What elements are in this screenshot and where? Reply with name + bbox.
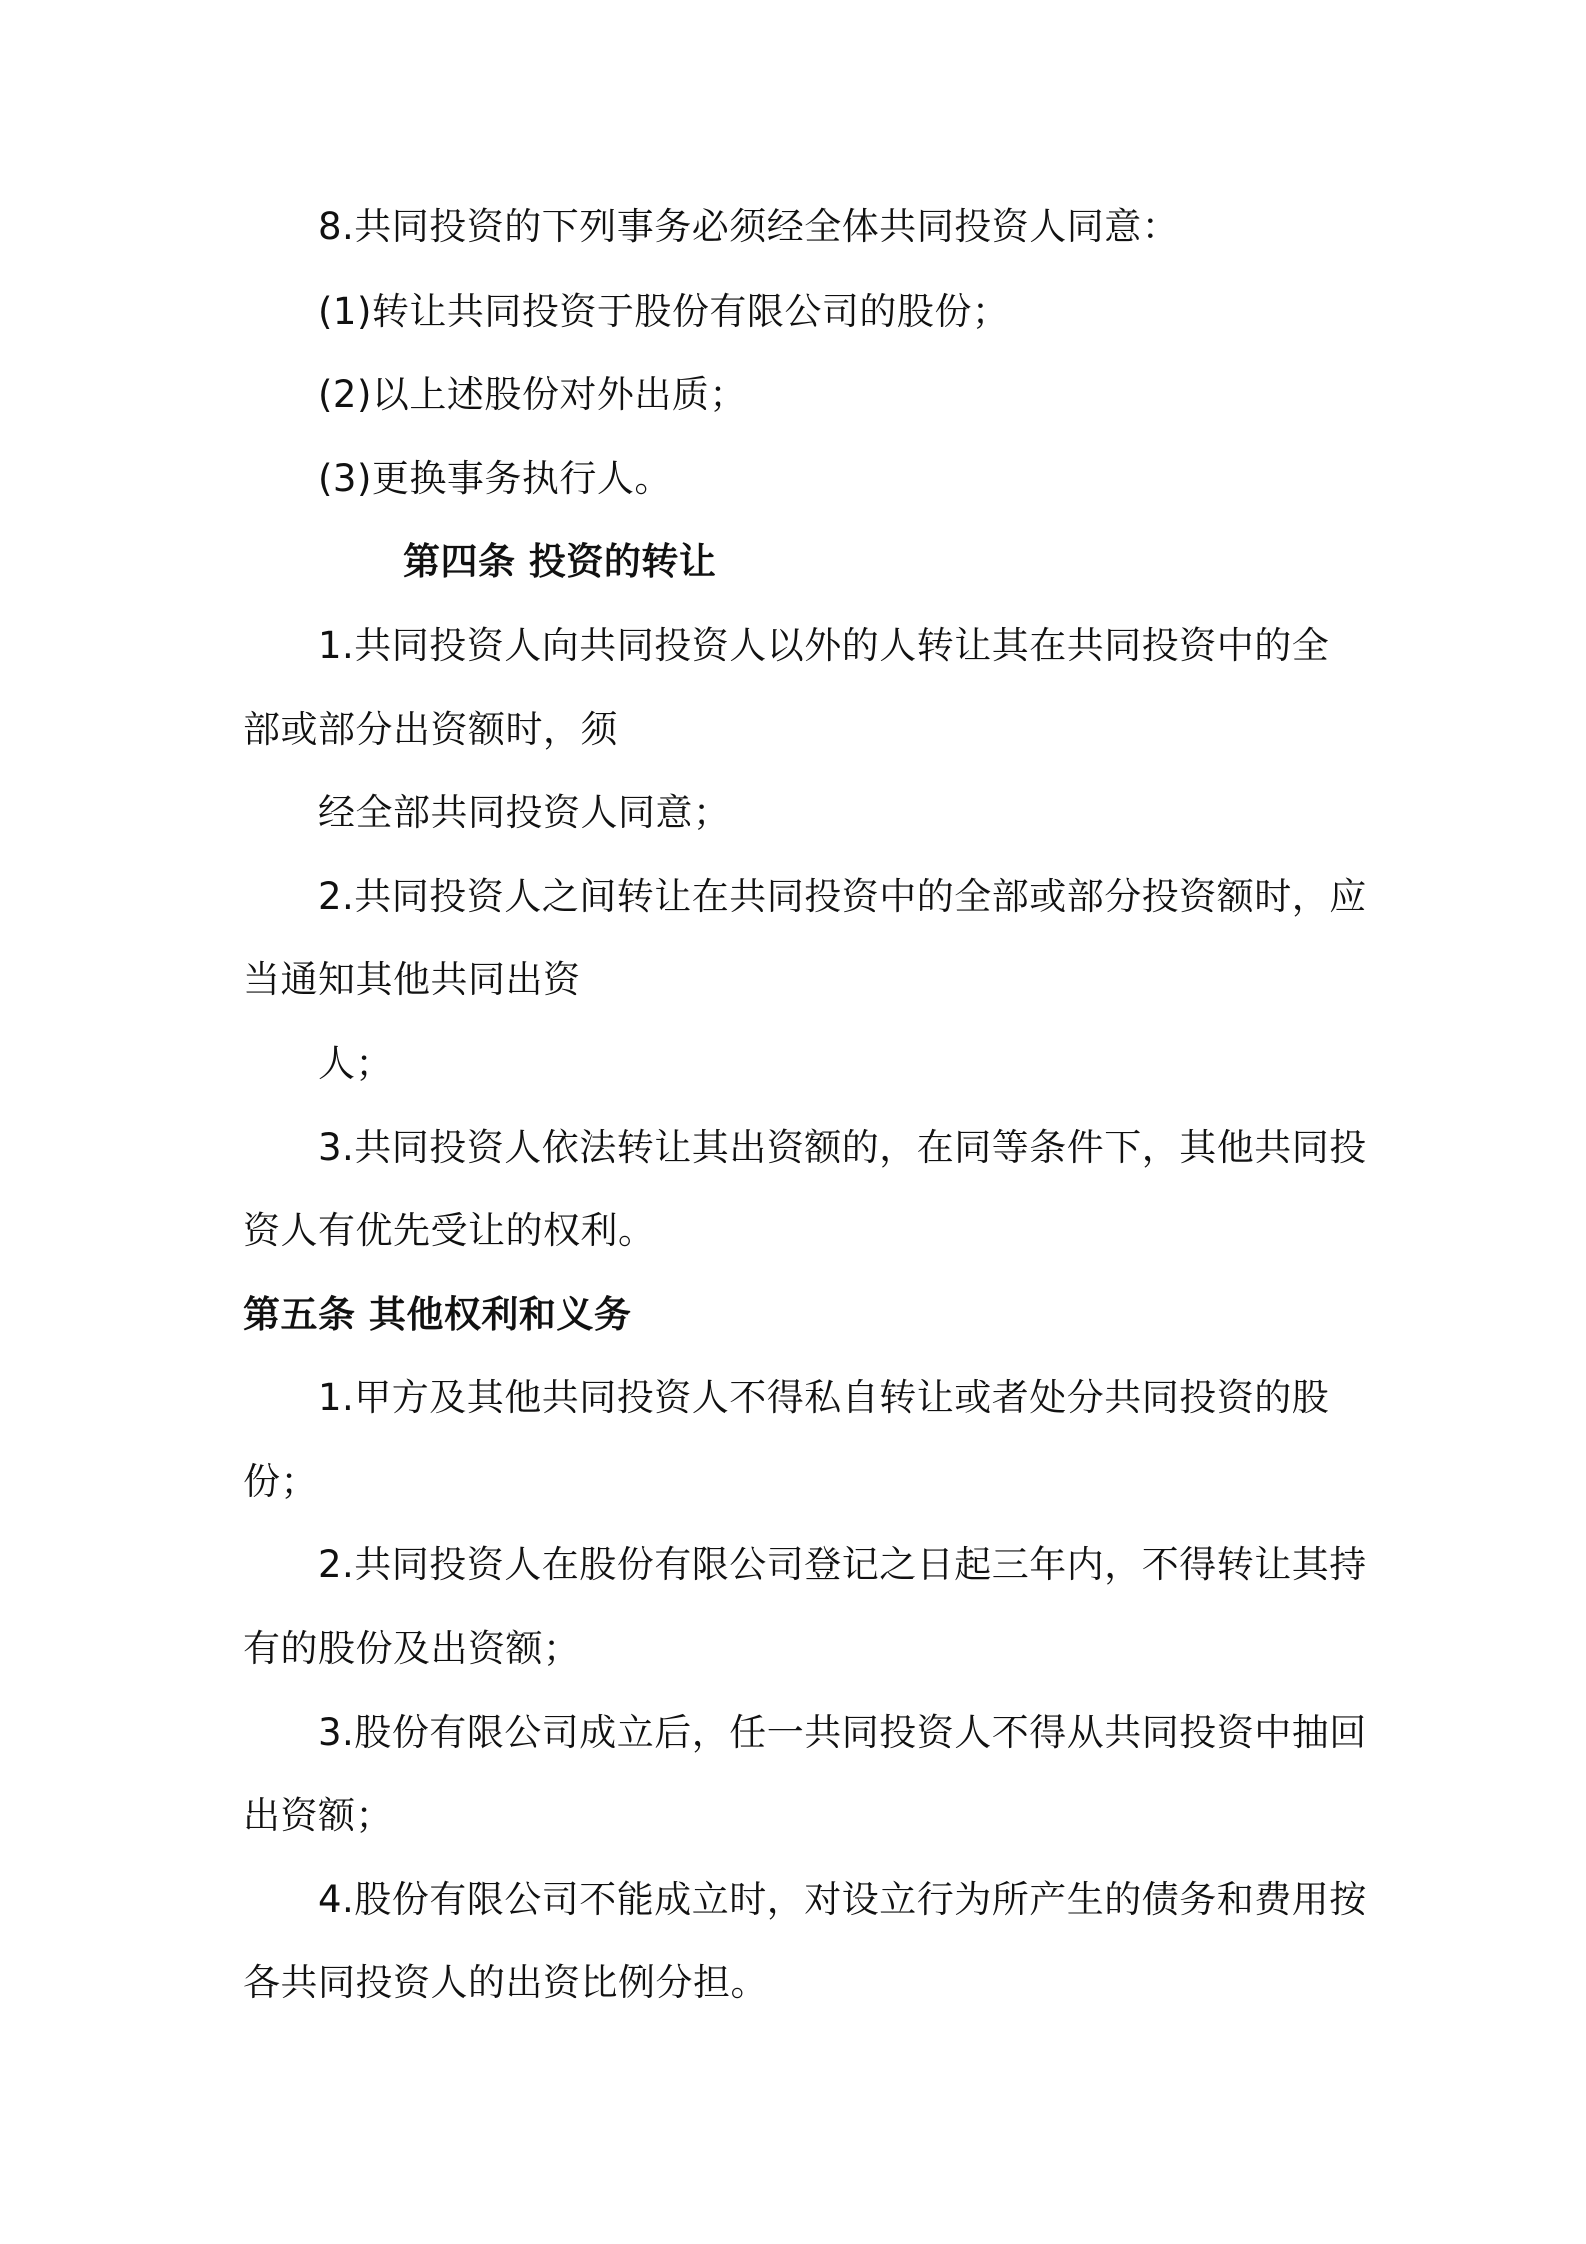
article-5-para-1-line-1: 1.甲方及其他共同投资人不得私自转让或者处分共同投资的股 [318, 1376, 1330, 1419]
article-5-para-4-line-2: 各共同投资人的出资比例分担。 [243, 1961, 768, 2004]
article-4-para-3-line-1: 3.共同投资人依法转让其出资额的，在同等条件下，其他共同投 [318, 1126, 1367, 1169]
article-4-heading: 第四条 投资的转让 [403, 540, 717, 583]
article-4-para-1-line-2: 部或部分出资额时，须 [243, 708, 618, 751]
article-4-para-1-line-1: 1.共同投资人向共同投资人以外的人转让其在共同投资中的全 [318, 624, 1330, 667]
article-5-para-3-line-2: 出资额； [243, 1794, 393, 1837]
clause-8-item-1: (1)转让共同投资于股份有限公司的股份； [318, 290, 1010, 333]
article-5-para-2-line-1: 2.共同投资人在股份有限公司登记之日起三年内，不得转让其持 [318, 1543, 1367, 1586]
article-4-para-2-line-1: 2.共同投资人之间转让在共同投资中的全部或部分投资额时，应 [318, 875, 1367, 918]
article-5-heading: 第五条 其他权利和义务 [243, 1293, 632, 1336]
article-4-para-1-line-3: 经全部共同投资人同意； [318, 791, 731, 834]
article-5-para-4-line-1: 4.股份有限公司不能成立时，对设立行为所产生的债务和费用按 [318, 1878, 1367, 1921]
article-4-para-2-line-2: 当通知其他共同出资 [243, 958, 581, 1001]
article-5-para-2-line-2: 有的股份及出资额； [243, 1627, 581, 1670]
article-5-para-1-line-2: 份； [243, 1460, 318, 1503]
article-5-para-3-line-1: 3.股份有限公司成立后，任一共同投资人不得从共同投资中抽回 [318, 1711, 1367, 1754]
article-4-para-2-line-3: 人； [318, 1042, 393, 1085]
clause-8-item-2: (2)以上述股份对外出质； [318, 373, 747, 416]
clause-8-intro: 8.共同投资的下列事务必须经全体共同投资人同意： [318, 205, 1180, 248]
clause-8-item-3: (3)更换事务执行人。 [318, 457, 672, 500]
article-4-para-3-line-2: 资人有优先受让的权利。 [243, 1209, 656, 1252]
